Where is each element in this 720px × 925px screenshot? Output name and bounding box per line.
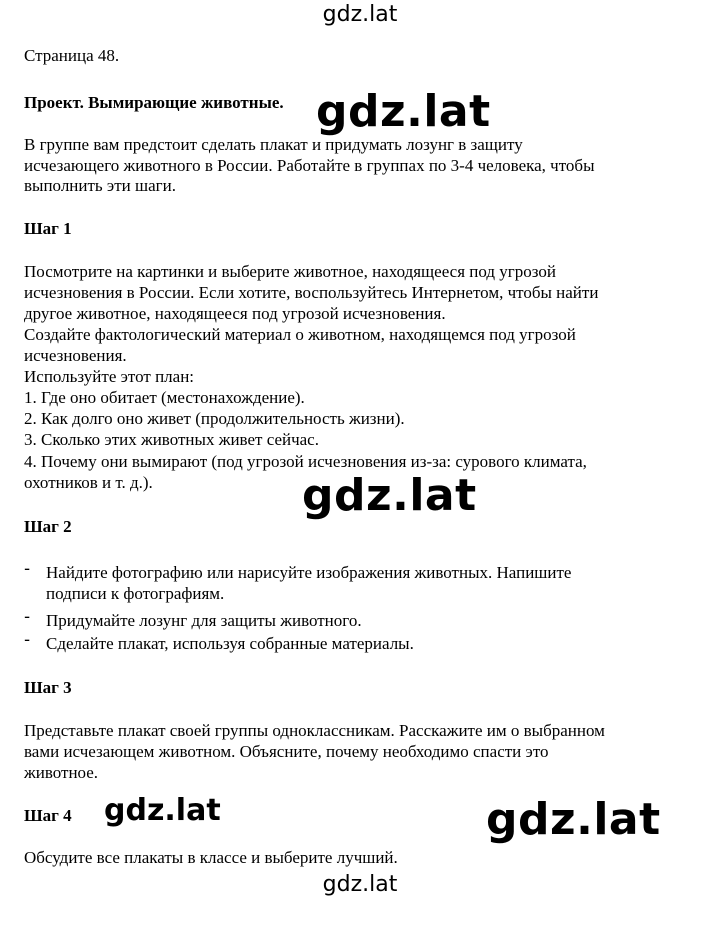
list-item-text: Найдите фотографию или нарисуйте изображения животных. Напишите	[46, 563, 572, 582]
step4-line: Обсудите все плакаты в классе и выберите лучший.	[24, 848, 398, 867]
step4-heading: Шаг 4	[24, 806, 72, 825]
intro-line: исчезающего животного в России. Работайте в группах по 3-4 человека, чтобы	[24, 156, 595, 175]
bullet-dash: -	[24, 630, 31, 650]
watermark-right: gdz.lat	[486, 794, 661, 845]
step1-line: Создайте фактологический материал о животном, находящемся под угрозой	[24, 325, 576, 344]
watermark-top: gdz.lat	[322, 2, 398, 27]
step1-heading: Шаг 1	[24, 219, 72, 238]
list-item-text: подписи к фотографиям.	[46, 584, 225, 603]
intro-line: выполнить эти шаги.	[24, 176, 176, 195]
step1-line: исчезновения.	[24, 346, 127, 365]
step1-line: исчезновения в России. Если хотите, воспользуйтесь Интернетом, чтобы найти	[24, 283, 599, 302]
intro-line: В группе вам предстоит сделать плакат и придумать лозунг в защиту	[24, 135, 523, 154]
step3-line: животное.	[24, 763, 99, 782]
watermark-bottom: gdz.lat	[322, 872, 398, 897]
step1-line: другое животное, находящееся под угрозой исчезновения.	[24, 304, 446, 323]
step3-heading: Шаг 3	[24, 678, 72, 697]
step1-line: Используйте этот план:	[24, 367, 195, 386]
step1-line: Посмотрите на картинки и выберите животное, находящееся под угрозой	[24, 262, 556, 281]
plan-item-1: 1. Где оно обитает (местонахождение).	[24, 388, 305, 407]
step3-line: вами исчезающем животном. Объясните, почему необходимо спасти это	[24, 742, 549, 761]
step2-heading: Шаг 2	[24, 517, 72, 536]
bullet-dash: -	[24, 607, 31, 627]
project-title: Проект. Вымирающие животные.	[24, 93, 284, 112]
step3-line: Представьте плакат своей группы одноклассникам. Расскажите им о выбранном	[24, 721, 605, 740]
plan-item-2: 2. Как долго оно живет (продолжительность жизни).	[24, 409, 405, 428]
plan-item-4: 4. Почему они вымирают (под угрозой исчезновения из-за: сурового климата,	[24, 452, 587, 471]
watermark-middle: gdz.lat	[302, 470, 477, 521]
watermark-step4: gdz.lat	[104, 793, 221, 828]
page-label: Страница 48.	[24, 46, 120, 65]
plan-item-4-cont: охотников и т. д.).	[24, 473, 153, 492]
plan-item-3: 3. Сколько этих животных живет сейчас.	[24, 430, 319, 449]
bullet-dash: -	[24, 559, 31, 579]
watermark-upper: gdz.lat	[316, 86, 491, 137]
list-item-text: Сделайте плакат, используя собранные материалы.	[46, 634, 414, 653]
list-item-text: Придумайте лозунг для защиты животного.	[46, 611, 362, 630]
